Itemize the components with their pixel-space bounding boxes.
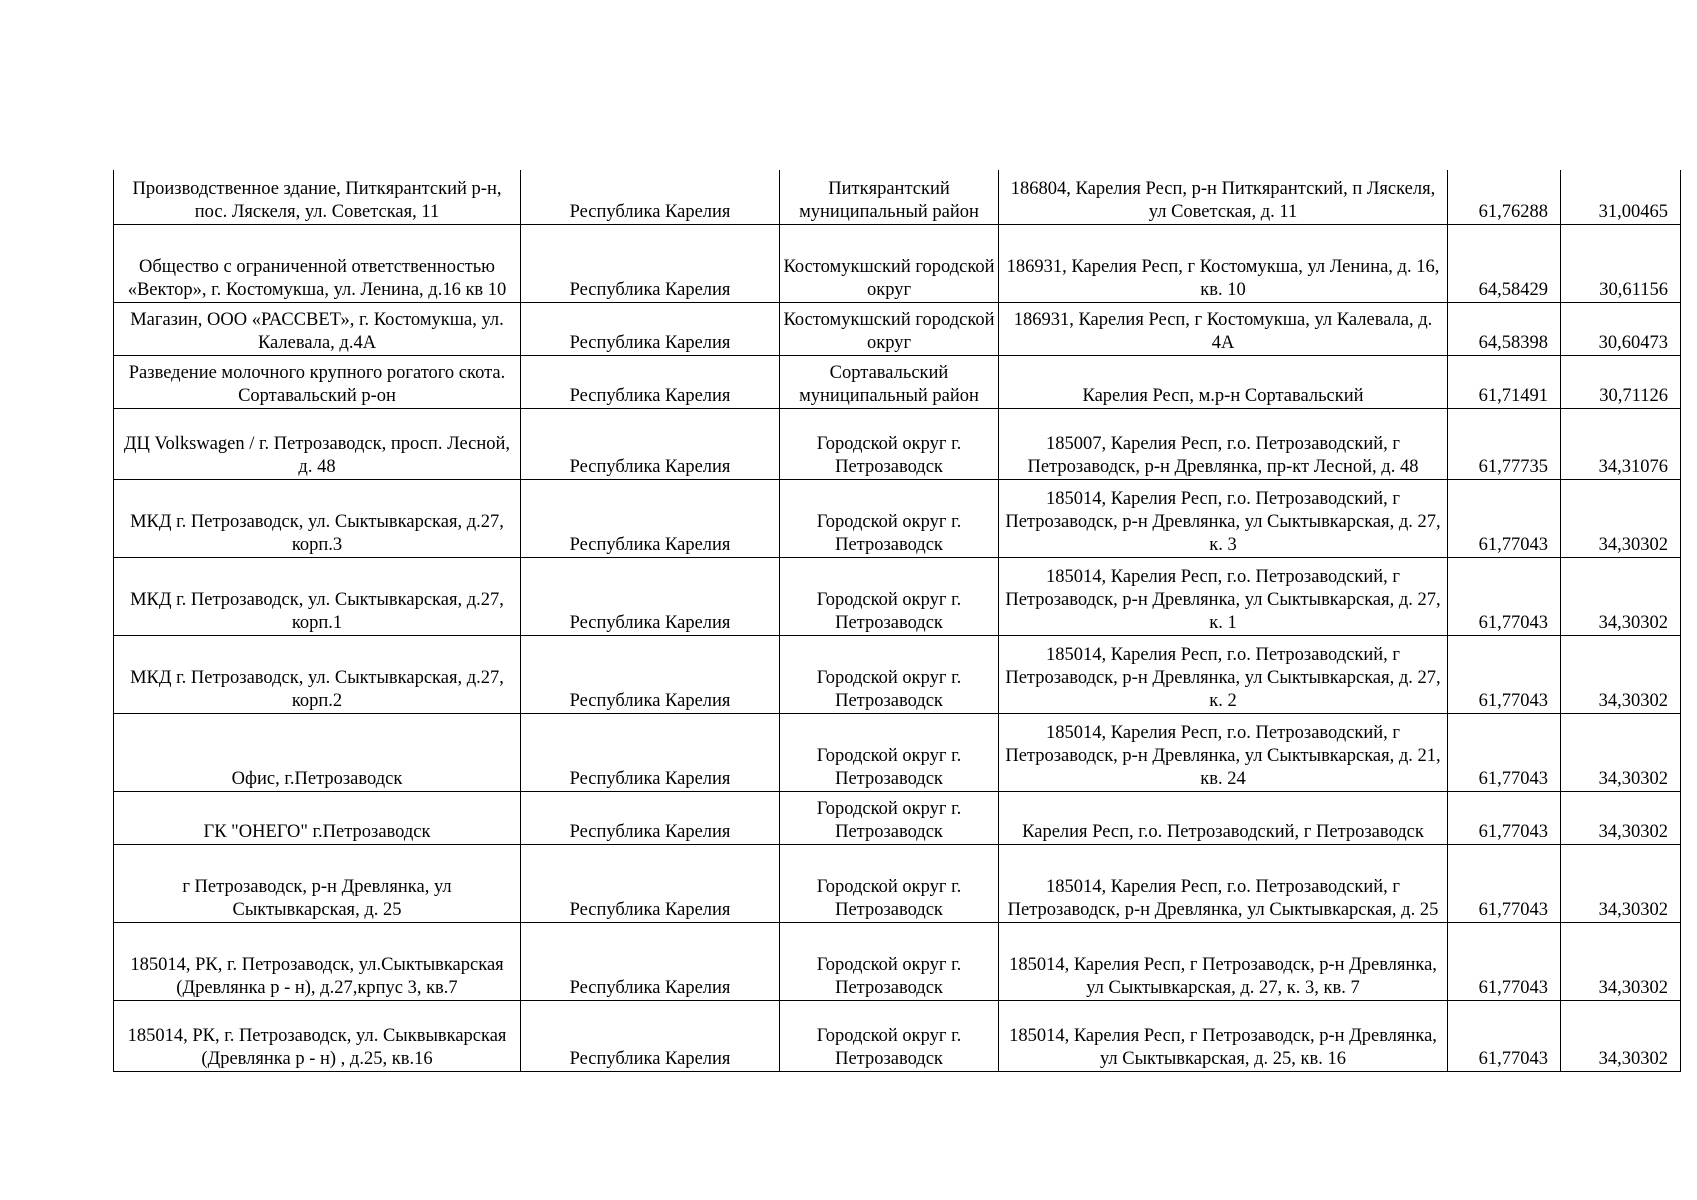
latitude-cell: 61,77043	[1448, 713, 1561, 791]
object-name-cell: МКД г. Петрозаводск, ул. Сыктывкарская, д.27, корп.1	[114, 557, 521, 635]
municipality-cell: Городской округ г. Петрозаводск	[780, 1000, 999, 1071]
latitude-cell: 61,77043	[1448, 844, 1561, 922]
longitude-cell: 34,30302	[1561, 844, 1681, 922]
table-row	[114, 479, 1681, 557]
address-cell: 185014, Карелия Респ, г.о. Петрозаводский, г Петрозаводск, р-н Древлянка, ул Сыктывкарская, д. 27, к. 2	[999, 635, 1448, 713]
object-name-cell: Разведение молочного крупного рогатого скота. Сортавальский р-он	[114, 355, 521, 408]
region-cell: Республика Карелия	[521, 170, 780, 224]
address-cell: 185014, Карелия Респ, г Петрозаводск, р-н Древлянка, ул Сыктывкарская, д. 25, кв. 16	[999, 1000, 1448, 1071]
region-cell: Республика Карелия	[521, 922, 780, 1000]
object-name-cell: МКД г. Петрозаводск, ул. Сыктывкарская, д.27, корп.2	[114, 635, 521, 713]
table-row	[114, 355, 1681, 408]
longitude-cell: 30,71126	[1561, 355, 1681, 408]
latitude-cell: 61,77043	[1448, 635, 1561, 713]
object-name-cell: Производственное здание, Питкярантский р-н, пос. Ляскеля, ул. Советская, 11	[114, 170, 521, 224]
longitude-cell: 34,30302	[1561, 791, 1681, 844]
longitude-cell: 34,30302	[1561, 713, 1681, 791]
latitude-cell: 61,76288	[1448, 170, 1561, 224]
longitude-cell: 34,30302	[1561, 635, 1681, 713]
table-row	[114, 713, 1681, 791]
latitude-cell: 64,58398	[1448, 302, 1561, 355]
longitude-cell: 34,30302	[1561, 1000, 1681, 1071]
address-cell: 186931, Карелия Респ, г Костомукша, ул Калевала, д. 4А	[999, 302, 1448, 355]
latitude-cell: 61,77735	[1448, 408, 1561, 479]
table-row	[114, 635, 1681, 713]
longitude-cell: 30,60473	[1561, 302, 1681, 355]
address-cell: 185014, Карелия Респ, г Петрозаводск, р-н Древлянка, ул Сыктывкарская, д. 27, к. 3, кв. 7	[999, 922, 1448, 1000]
object-name-cell: ДЦ Volkswagen / г. Петрозаводск, просп. Лесной, д. 48	[114, 408, 521, 479]
latitude-cell: 64,58429	[1448, 224, 1561, 302]
longitude-cell: 34,30302	[1561, 922, 1681, 1000]
municipality-cell: Костомукшский городской округ	[780, 224, 999, 302]
region-cell: Республика Карелия	[521, 844, 780, 922]
region-cell: Республика Карелия	[521, 791, 780, 844]
object-name-cell: Общество с ограниченной ответственностью «Вектор», г. Костомукша, ул. Ленина, д.16 кв 10	[114, 224, 521, 302]
municipality-cell: Городской округ г. Петрозаводск	[780, 408, 999, 479]
latitude-cell: 61,77043	[1448, 791, 1561, 844]
address-cell: 185014, Карелия Респ, г.о. Петрозаводский, г Петрозаводск, р-н Древлянка, ул Сыктывкарская, д. 21, кв. 24	[999, 713, 1448, 791]
table-row	[114, 1000, 1681, 1071]
municipality-cell: Городской округ г. Петрозаводск	[780, 479, 999, 557]
objects-table	[113, 170, 1681, 1072]
latitude-cell: 61,71491	[1448, 355, 1561, 408]
municipality-cell: Городской округ г. Петрозаводск	[780, 922, 999, 1000]
table-row	[114, 557, 1681, 635]
objects-table-body	[114, 170, 1681, 1071]
longitude-cell: 34,30302	[1561, 557, 1681, 635]
table-row	[114, 224, 1681, 302]
latitude-cell: 61,77043	[1448, 557, 1561, 635]
latitude-cell: 61,77043	[1448, 922, 1561, 1000]
region-cell: Республика Карелия	[521, 355, 780, 408]
address-cell: 186931, Карелия Респ, г Костомукша, ул Ленина, д. 16, кв. 10	[999, 224, 1448, 302]
region-cell: Республика Карелия	[521, 1000, 780, 1071]
longitude-cell: 34,30302	[1561, 479, 1681, 557]
latitude-cell: 61,77043	[1448, 479, 1561, 557]
table-row	[114, 844, 1681, 922]
region-cell: Республика Карелия	[521, 557, 780, 635]
table-row	[114, 922, 1681, 1000]
longitude-cell: 34,31076	[1561, 408, 1681, 479]
region-cell: Республика Карелия	[521, 224, 780, 302]
region-cell: Республика Карелия	[521, 302, 780, 355]
table-row	[114, 170, 1681, 224]
municipality-cell: Городской округ г. Петрозаводск	[780, 791, 999, 844]
address-cell: 185014, Карелия Респ, г.о. Петрозаводский, г Петрозаводск, р-н Древлянка, ул Сыктывкарская, д. 27, к. 1	[999, 557, 1448, 635]
municipality-cell: Городской округ г. Петрозаводск	[780, 635, 999, 713]
municipality-cell: Сортавальский муниципальный район	[780, 355, 999, 408]
address-cell: 185007, Карелия Респ, г.о. Петрозаводский, г Петрозаводск, р-н Древлянка, пр-кт Лесной, д. 48	[999, 408, 1448, 479]
longitude-cell: 30,61156	[1561, 224, 1681, 302]
table-row	[114, 791, 1681, 844]
municipality-cell: Городской округ г. Петрозаводск	[780, 844, 999, 922]
region-cell: Республика Карелия	[521, 408, 780, 479]
municipality-cell: Городской округ г. Петрозаводск	[780, 557, 999, 635]
object-name-cell: МКД г. Петрозаводск, ул. Сыктывкарская, д.27, корп.3	[114, 479, 521, 557]
table-row	[114, 302, 1681, 355]
object-name-cell: Офис, г.Петрозаводск	[114, 713, 521, 791]
address-cell: 186804, Карелия Респ, р-н Питкярантский, п Ляскеля, ул Советская, д. 11	[999, 170, 1448, 224]
object-name-cell: Магазин, ООО «РАССВЕТ», г. Костомукша, ул. Калевала, д.4А	[114, 302, 521, 355]
region-cell: Республика Карелия	[521, 479, 780, 557]
address-cell: Карелия Респ, г.о. Петрозаводский, г Петрозаводск	[999, 791, 1448, 844]
object-name-cell: г Петрозаводск, р-н Древлянка, ул Сыктывкарская, д. 25	[114, 844, 521, 922]
latitude-cell: 61,77043	[1448, 1000, 1561, 1071]
object-name-cell: 185014, РК, г. Петрозаводск, ул. Сыквывкарская (Древлянка р - н) , д.25, кв.16	[114, 1000, 521, 1071]
address-cell: 185014, Карелия Респ, г.о. Петрозаводский, г Петрозаводск, р-н Древлянка, ул Сыктывкарская, д. 27, к. 3	[999, 479, 1448, 557]
address-cell: 185014, Карелия Респ, г.о. Петрозаводский, г Петрозаводск, р-н Древлянка, ул Сыктывкарская, д. 25	[999, 844, 1448, 922]
object-name-cell: 185014, РК, г. Петрозаводск, ул.Сыктывкарская (Древлянка р - н), д.27,крпус 3, кв.7	[114, 922, 521, 1000]
address-cell: Карелия Респ, м.р-н Сортавальский	[999, 355, 1448, 408]
region-cell: Республика Карелия	[521, 713, 780, 791]
municipality-cell: Питкярантский муниципальный район	[780, 170, 999, 224]
longitude-cell: 31,00465	[1561, 170, 1681, 224]
region-cell: Республика Карелия	[521, 635, 780, 713]
table-row	[114, 408, 1681, 479]
municipality-cell: Костомукшский городской округ	[780, 302, 999, 355]
municipality-cell: Городской округ г. Петрозаводск	[780, 713, 999, 791]
object-name-cell: ГК "ОНЕГО" г.Петрозаводск	[114, 791, 521, 844]
